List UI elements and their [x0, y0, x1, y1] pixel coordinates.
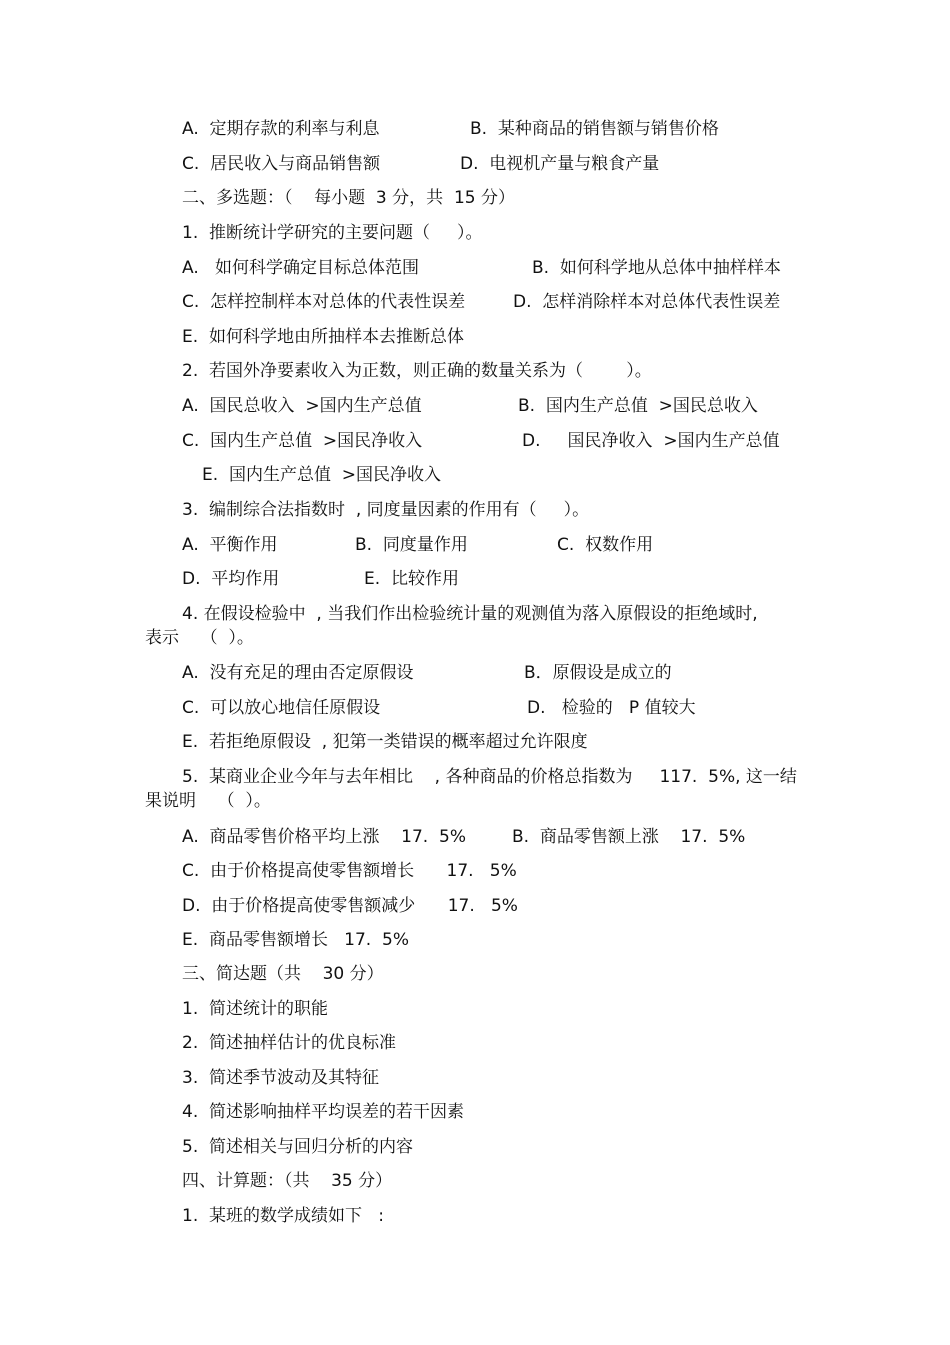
option-line: D. 由于价格提高使零售额减少 17. 5% — [182, 896, 518, 916]
option-line: C. 国内生产总值 >国民净收入 — [182, 431, 423, 451]
question-text: 5. 简述相关与回归分析的内容 — [182, 1137, 414, 1157]
option-line: C. 由于价格提高使零售额增长 17. 5% — [182, 861, 517, 881]
option-line: D. 怎样消除样本对总体代表性误差 — [513, 292, 781, 312]
option-line: B. 同度量作用 — [355, 535, 468, 555]
option-line: B. 国内生产总值 >国民总收入 — [518, 396, 758, 416]
option-line: C. 居民收入与商品销售额 — [182, 154, 381, 174]
question-text: 3. 简述季节波动及其特征 — [182, 1068, 380, 1088]
option-line: C. 权数作用 — [557, 535, 654, 555]
question-text: 2. 简述抽样估计的优良标准 — [182, 1033, 397, 1053]
option-line: A. 国民总收入 >国内生产总值 — [182, 396, 422, 416]
option-line: B．原假设是成立的 — [524, 663, 672, 683]
question-text: 4. 简述影响抽样平均误差的若干因素 — [182, 1102, 465, 1122]
option-line: A. 没有充足的理由否定原假设 — [182, 663, 414, 683]
section-heading: 四、计算题：（共 35 分） — [182, 1171, 393, 1191]
option-line: D. 检验的 P 值较大 — [527, 698, 696, 718]
section-heading: 三、简达题（共 30 分） — [182, 964, 384, 984]
option-line: E. 比较作用 — [364, 569, 459, 589]
question-text: 表示 （ ）。 — [145, 628, 254, 648]
option-line: E. 商品零售额增长 17. 5% — [182, 930, 409, 950]
option-line: B. 某种商品的销售额与销售价格 — [470, 119, 719, 139]
option-line: D. 国民净收入 >国内生产总值 — [522, 431, 780, 451]
question-text: 4. 在假设检验中 , 当我们作出检验统计量的观测值为落入原假设的拒绝域时, — [182, 604, 758, 624]
option-line: E. 若拒绝原假设 , 犯第一类错误的概率超过允许限度 — [182, 732, 588, 752]
question-text: 1. 简述统计的职能 — [182, 999, 329, 1019]
option-line: A. 如何科学确定目标总体范围 — [182, 258, 419, 278]
section-heading: 二、多选题：（ 每小题 3 分，共 15 分） — [182, 188, 515, 208]
question-text: 3. 编制综合法指数时 , 同度量因素的作用有（ ）。 — [182, 500, 590, 520]
question-text: 5. 某商业企业今年与去年相比 , 各种商品的价格总指数为 117. 5%, 这一结 — [182, 767, 797, 787]
option-line: E. 如何科学地由所抽样本去推断总体 — [182, 327, 464, 347]
option-line: A. 平衡作用 — [182, 535, 278, 555]
option-line: D. 电视机产量与粮食产量 — [460, 154, 660, 174]
question-text: 1. 推断统计学研究的主要问题（ ）。 — [182, 223, 483, 243]
option-line: A. 定期存款的利率与利息 — [182, 119, 380, 139]
question-text: 1. 某班的数学成绩如下 : — [182, 1206, 384, 1226]
option-line: E. 国内生产总值 >国民净收入 — [202, 465, 442, 485]
option-line: C. 可以放心地信任原假设 — [182, 698, 381, 718]
option-line: A. 商品零售价格平均上涨 17. 5% — [182, 827, 466, 847]
option-line: C. 怎样控制样本对总体的代表性误差 — [182, 292, 466, 312]
question-text: 果说明 （ ）。 — [145, 791, 271, 811]
option-line: D. 平均作用 — [182, 569, 280, 589]
option-line: B. 如何科学地从总体中抽样样本 — [532, 258, 781, 278]
option-line: B. 商品零售额上涨 17. 5% — [512, 827, 746, 847]
question-text: 2. 若国外净要素收入为正数，则正确的数量关系为（ ）。 — [182, 361, 652, 381]
